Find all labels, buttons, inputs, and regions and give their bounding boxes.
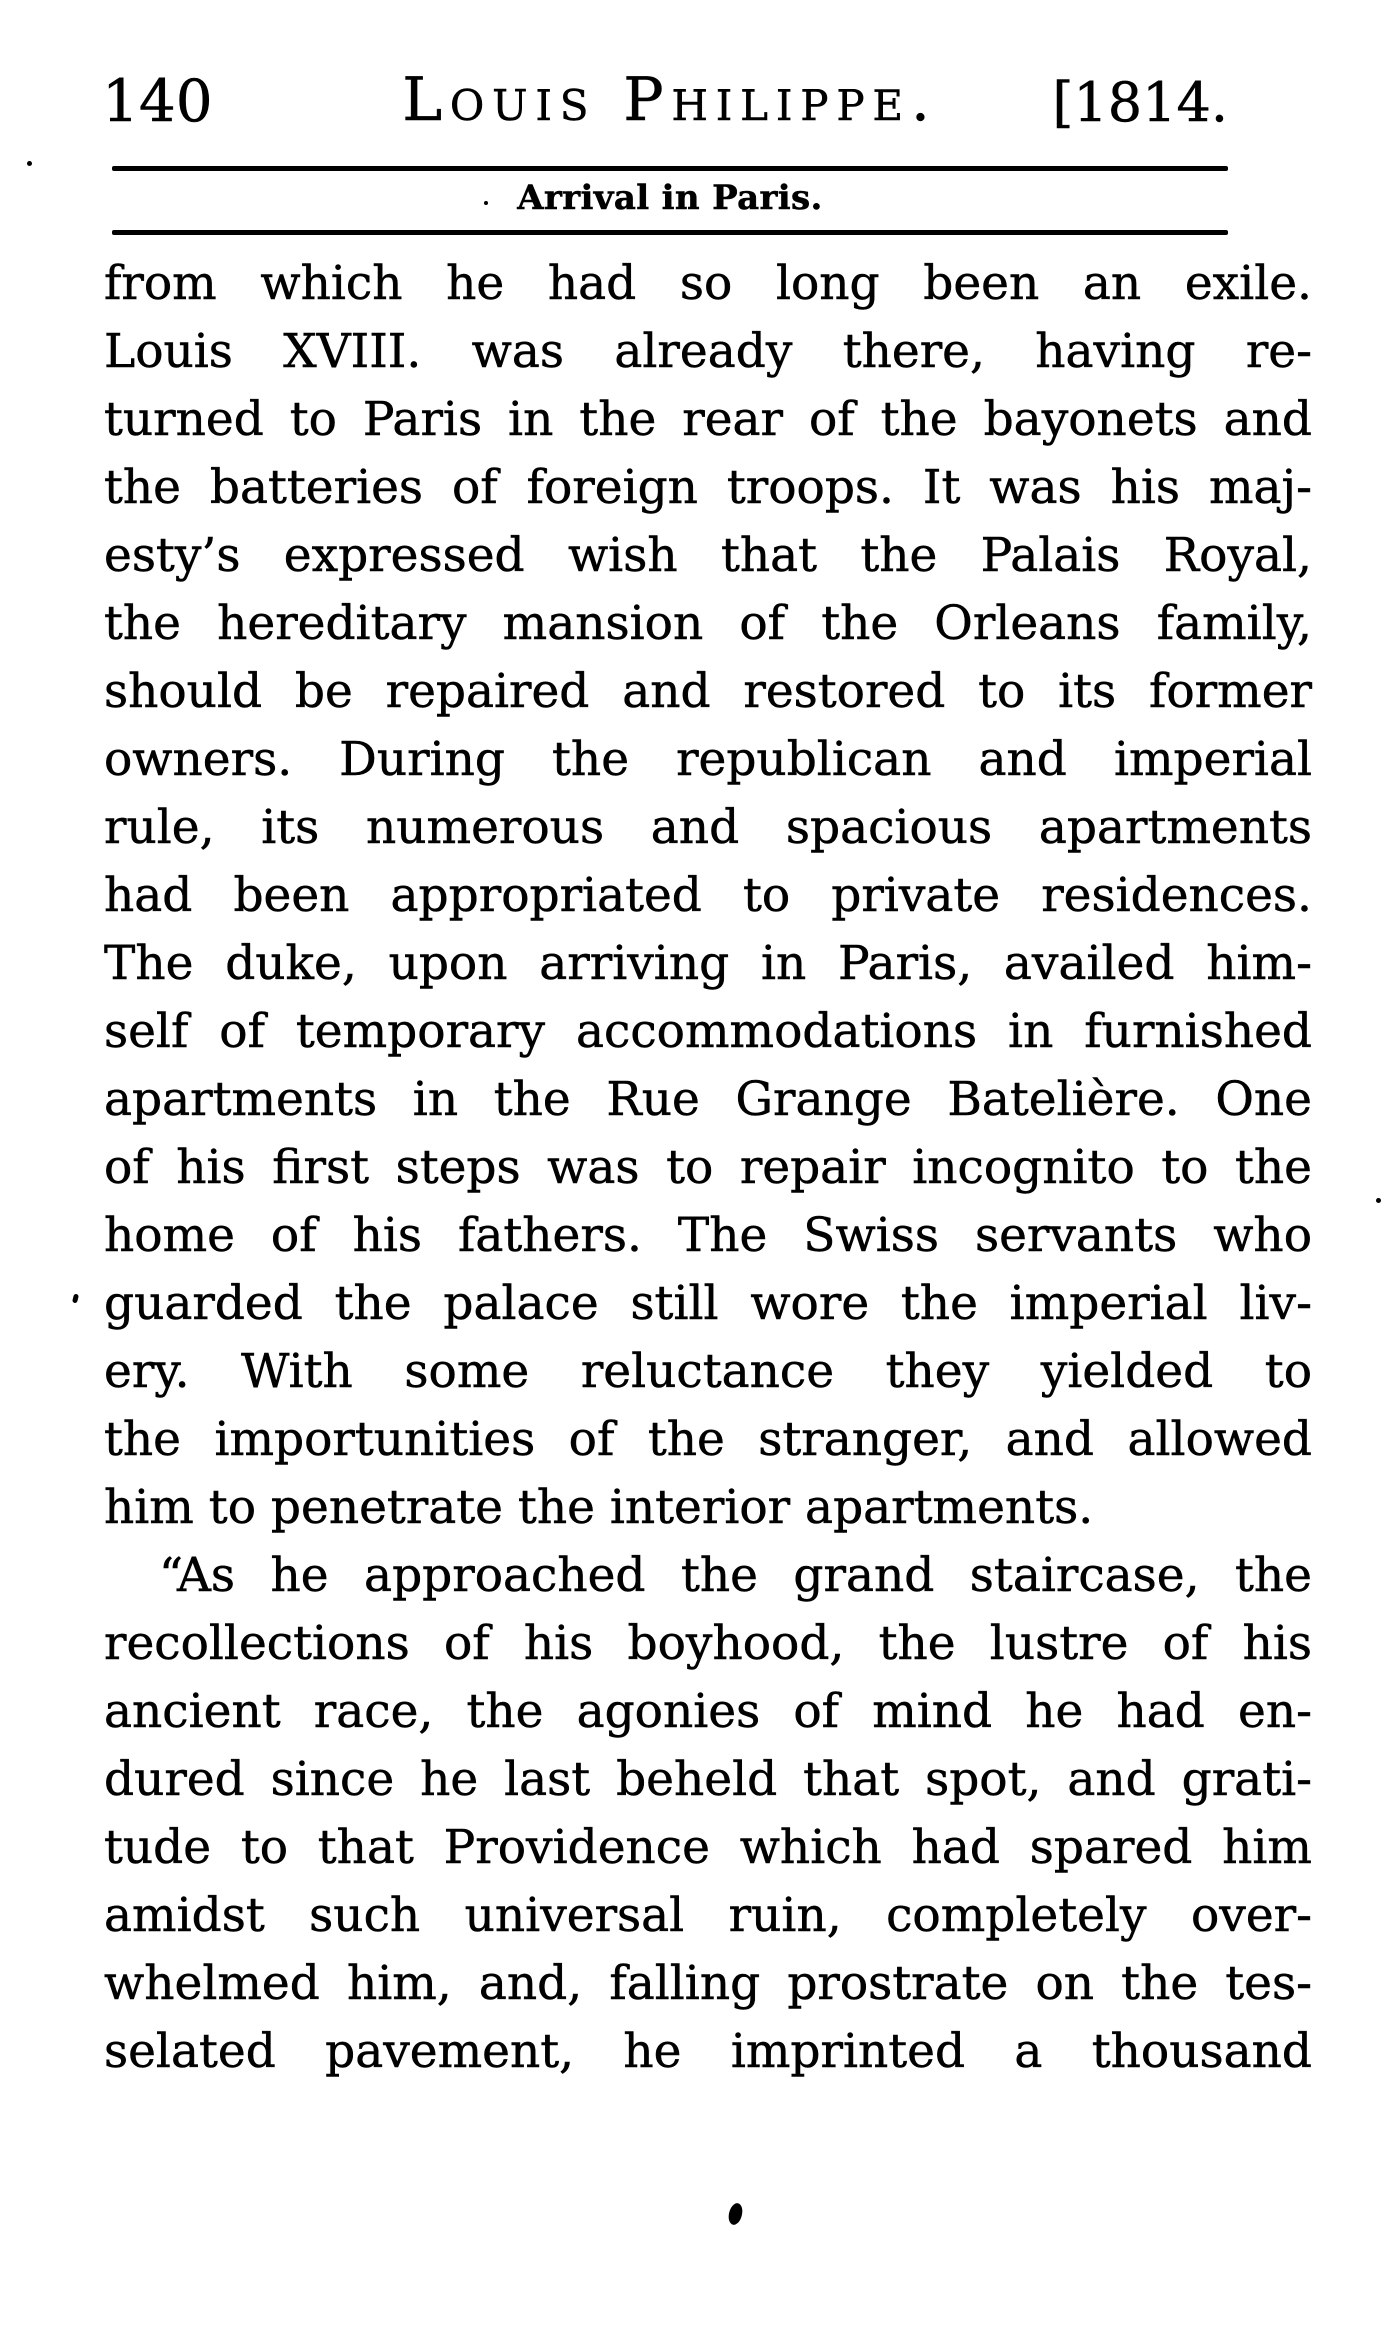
text-line: turned to Paris in the rear of the bayonets and [104, 392, 1312, 447]
page-number: 140 [102, 67, 213, 135]
text-line: owners. During the republican and imperial [104, 732, 1312, 787]
text-line: Louis XVIII. was already there, having re- [104, 324, 1312, 379]
text-line: the hereditary mansion of the Orleans family, [104, 596, 1312, 651]
body-text [104, 250, 1312, 2086]
text-line: apartments in the Rue Grange Batelière. One [104, 1072, 1312, 1127]
text-line: should be repaired and restored to its former [104, 664, 1312, 719]
section-heading: Arrival in Paris. [517, 178, 823, 218]
header-rule-top [112, 166, 1228, 171]
text-line: the batteries of foreign troops. It was his maj- [104, 460, 1312, 515]
text-line: from which he had so long been an exile. [104, 256, 1312, 311]
text-line: esty’s expressed wish that the Palais Royal, [104, 528, 1312, 583]
text-line: of his first steps was to repair incognito to the [104, 1140, 1312, 1195]
year-marker: [1814. [1052, 71, 1228, 134]
text-line: the importunities of the stranger, and allowed [104, 1412, 1312, 1467]
text-line: selated pavement, he imprinted a thousand [104, 2024, 1312, 2079]
ink-speck [27, 161, 32, 166]
text-line: home of his fathers. The Swiss servants who [104, 1208, 1312, 1263]
text-line: rule, its numerous and spacious apartments [104, 800, 1312, 855]
text-line: tude to that Providence which had spared him [104, 1820, 1312, 1875]
ink-speck [484, 201, 488, 205]
text-line: him to penetrate the interior apartments. [104, 1480, 1094, 1535]
text-line: ery. With some reluctance they yielded to [104, 1344, 1312, 1399]
ink-speck [72, 1294, 79, 1304]
header-rule-bottom [112, 230, 1228, 235]
text-line: had been appropriated to private residences. [104, 868, 1312, 923]
text-line: The duke, upon arriving in Paris, availed him- [104, 936, 1312, 991]
text-line: “As he approached the grand staircase, the [159, 1548, 1312, 1603]
text-line: self of temporary accommodations in furnished [104, 1004, 1312, 1059]
ink-speck [1376, 1198, 1381, 1203]
text-line: amidst such universal ruin, completely over- [104, 1888, 1312, 1943]
ink-blot [726, 2202, 745, 2227]
text-line: guarded the palace still wore the imperial liv- [104, 1276, 1312, 1331]
running-title: Louis Philippe. [402, 65, 938, 135]
text-line: whelmed him, and, falling prostrate on the tes- [104, 1956, 1312, 2011]
text-line: ancient race, the agonies of mind he had en- [104, 1684, 1312, 1739]
text-line: recollections of his boyhood, the lustre of his [104, 1616, 1312, 1671]
text-line: dured since he last beheld that spot, and grati- [104, 1752, 1312, 1807]
